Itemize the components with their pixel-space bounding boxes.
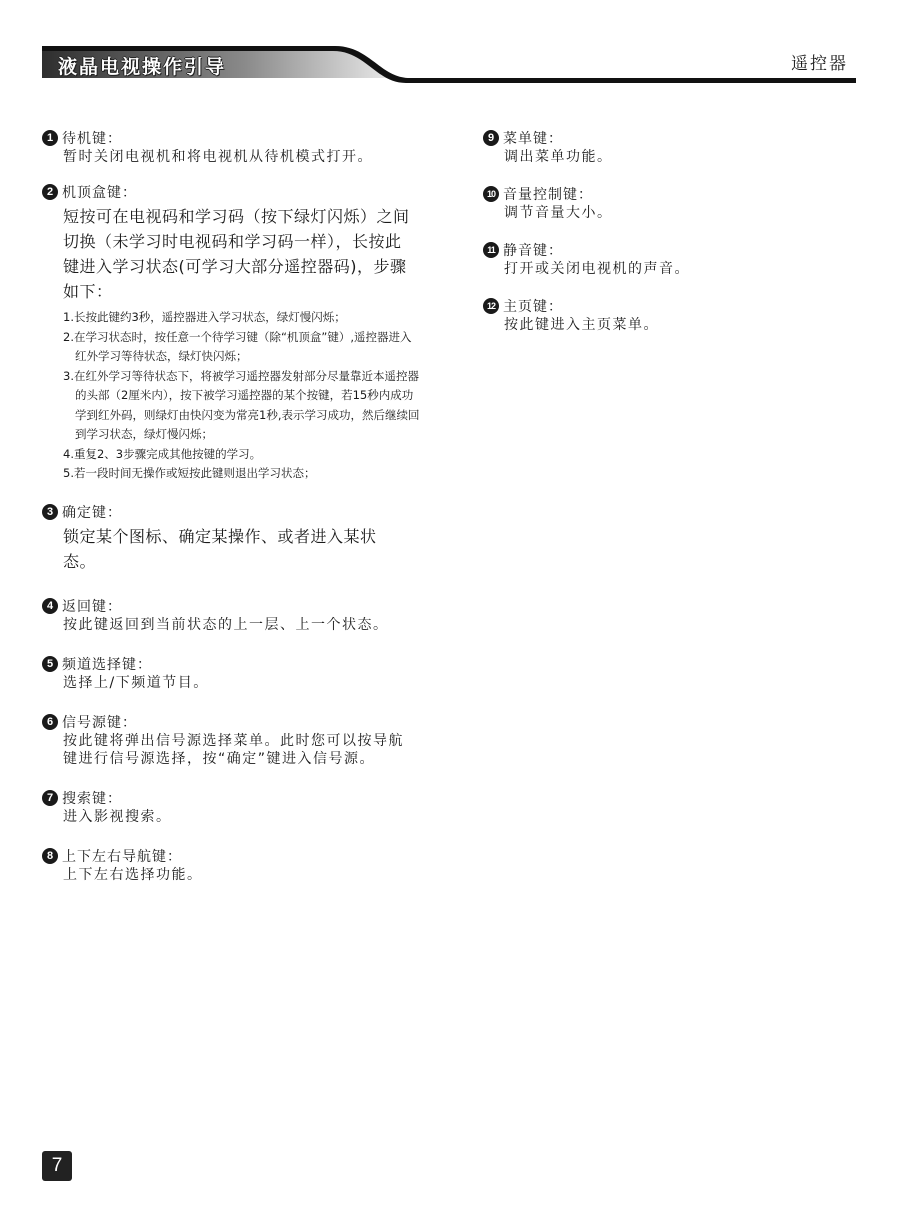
item-description: 调出菜单功能。 <box>504 149 613 165</box>
item-title: 确定键： <box>62 504 122 521</box>
item-navigation <box>42 846 422 884</box>
number-badge: 11 <box>483 242 499 258</box>
section-title: 遥控器 <box>791 54 848 74</box>
number-badge: 6 <box>42 714 58 730</box>
number-badge: 9 <box>483 130 499 146</box>
item-title: 信号源键： <box>62 714 137 731</box>
item-title: 菜单键： <box>503 131 563 147</box>
item-title: 上下左右导航键： <box>62 848 182 865</box>
number-badge: 1 <box>42 130 58 146</box>
step-1: 1.长按此键约3秒，遥控器进入学习状态，绿灯慢闪烁； <box>63 310 346 324</box>
number-badge: 4 <box>42 598 58 614</box>
right-column <box>483 128 863 334</box>
left-column <box>42 128 422 884</box>
item-title: 静音键： <box>503 243 563 259</box>
item-description: 上下左右选择功能。 <box>63 866 203 883</box>
item-home <box>483 296 863 334</box>
page-header <box>0 0 898 95</box>
item-source <box>42 712 422 768</box>
item-title: 搜索键： <box>62 790 122 807</box>
step-3: 3.在红外学习等待状态下，将被学习遥控器发射部分尽量靠近本遥控器的头部（2厘米内），按下被学习遥控器的某个按键，若15秒内成功学到红外码，则绿灯由快闪变为常亮1秒,表示学习成功，然后继续回到学习状态，绿灯慢闪烁； <box>63 368 420 441</box>
item-description: 按此键将弹出信号源选择菜单。此时您可以按导航键进行信号源选择，按“确定”键进入信号源。 <box>63 732 404 767</box>
item-mute <box>483 240 863 278</box>
item-title: 返回键： <box>62 598 122 615</box>
step-5: 5.若一段时间无操作或短按此键则退出学习状态； <box>63 466 316 480</box>
number-badge: 12 <box>483 298 499 314</box>
item-title: 频道选择键： <box>62 656 152 673</box>
item-description: 选择上/下频道节目。 <box>63 674 209 691</box>
number-badge: 8 <box>42 848 58 864</box>
number-badge: 2 <box>42 184 58 200</box>
item-volume <box>483 184 863 222</box>
number-badge: 10 <box>483 186 499 202</box>
item-ok <box>42 502 422 574</box>
item-back <box>42 596 422 634</box>
item-description: 锁定某个图标、确定某操作、或者进入某状态。 <box>63 526 377 571</box>
item-description: 调节音量大小。 <box>504 205 613 221</box>
item-title: 音量控制键： <box>503 187 593 203</box>
item-title: 主页键： <box>503 299 563 315</box>
item-description: 暂时关闭电视机和将电视机从待机模式打开。 <box>63 149 373 165</box>
item-search <box>42 788 422 826</box>
number-badge: 7 <box>42 790 58 806</box>
learning-steps <box>42 308 422 484</box>
item-description: 按此键返回到当前状态的上一层、上一个状态。 <box>63 616 389 633</box>
item-menu <box>483 128 863 166</box>
item-title: 机顶盒键： <box>62 185 137 201</box>
number-badge: 5 <box>42 656 58 672</box>
item-description: 短按可在电视码和学习码（按下绿灯闪烁）之间切换（未学习时电视码和学习码一样），长按此键进入学习状态(可学习大部分遥控器码)，步骤如下： <box>63 207 410 301</box>
item-description: 进入影视搜索。 <box>63 808 172 825</box>
header-banner <box>0 0 898 95</box>
item-title: 待机键： <box>62 131 122 147</box>
item-description: 按此键进入主页菜单。 <box>504 317 659 333</box>
step-2: 2.在学习状态时，按任意一个待学习键（除“机顶盒”键）,遥控器进入红外学习等待状态，绿灯快闪烁； <box>63 329 412 363</box>
page-number: 7 <box>42 1151 72 1181</box>
item-channel <box>42 654 422 692</box>
number-badge: 3 <box>42 504 58 520</box>
item-stb <box>42 182 422 484</box>
step-4: 4.重复2、3步骤完成其他按键的学习。 <box>63 446 262 461</box>
item-standby <box>42 128 422 166</box>
item-description: 打开或关闭电视机的声音。 <box>504 261 690 277</box>
header-title: 液晶电视操作引导 <box>58 56 227 78</box>
